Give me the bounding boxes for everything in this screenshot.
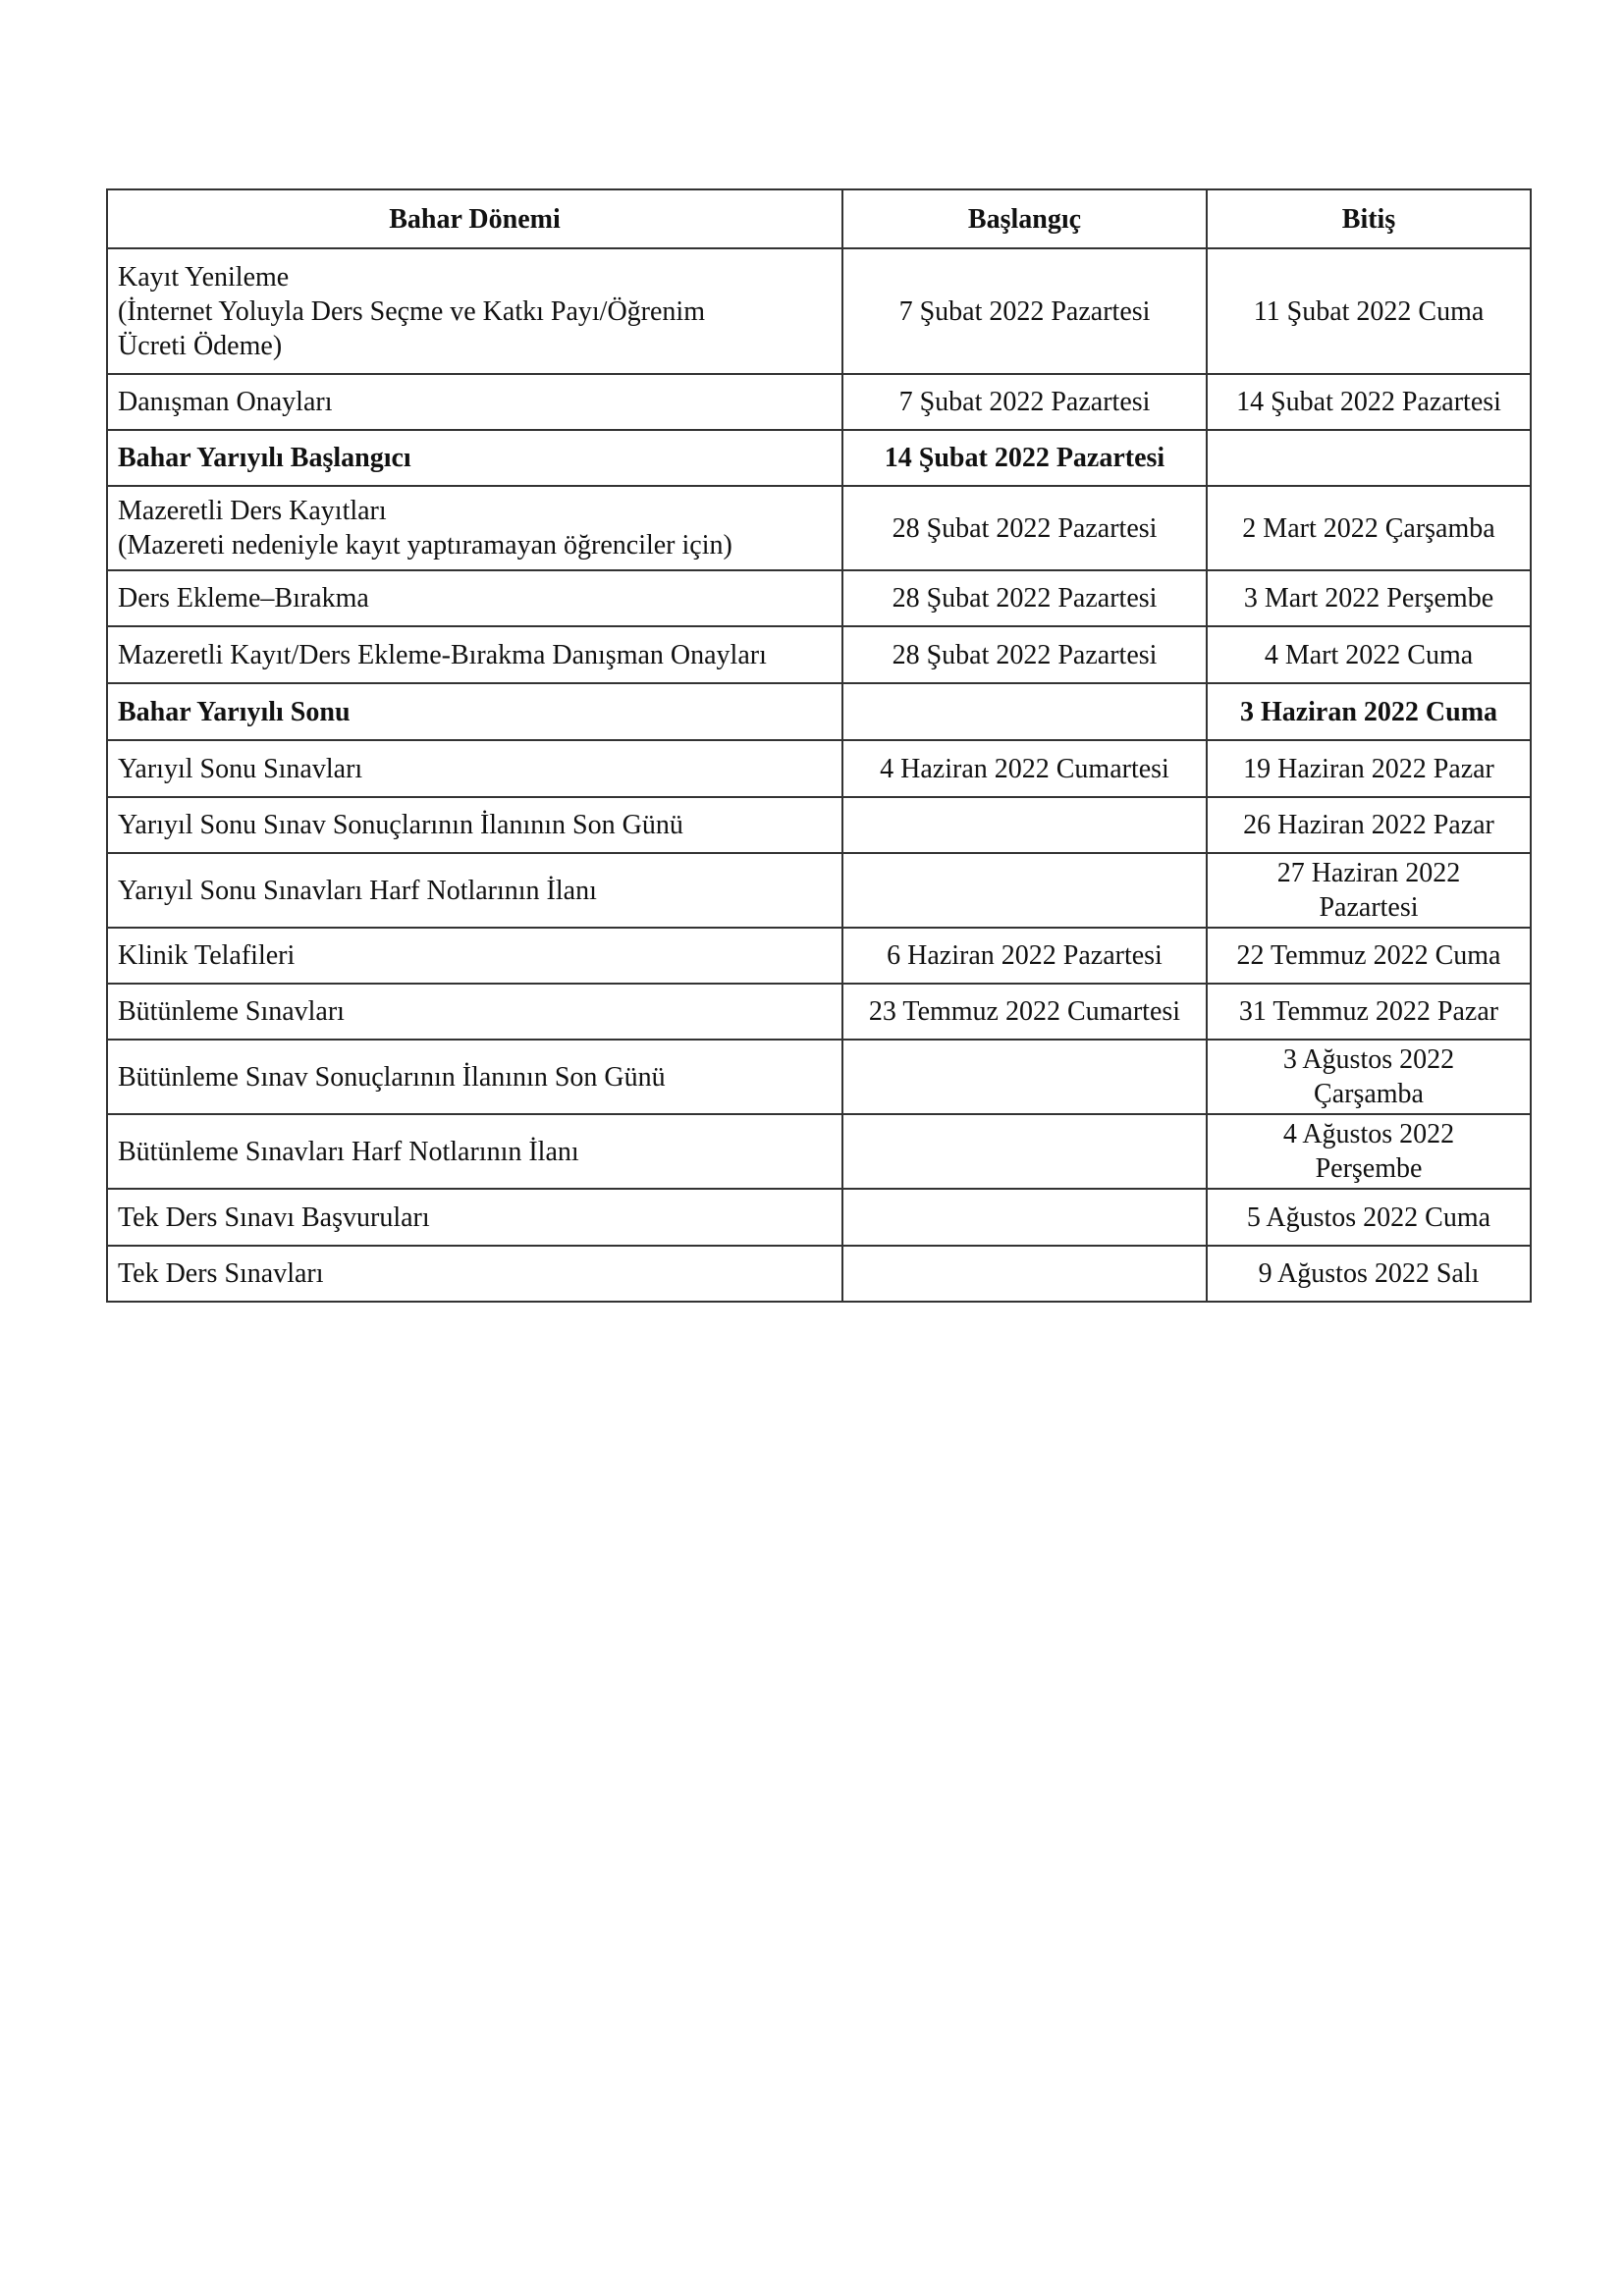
start-date-cell: 28 Şubat 2022 Pazartesi — [842, 626, 1207, 683]
event-cell — [107, 430, 842, 486]
end-date-text: Perşembe — [1315, 1153, 1423, 1184]
header-start: Başlangıç — [842, 189, 1207, 248]
event-text: Yarıyıl Sonu Sınav Sonuçlarının İlanının Son Günü — [118, 810, 683, 840]
table-row — [107, 374, 1531, 430]
header-end: Bitiş — [1207, 189, 1531, 248]
end-date-text: Pazartesi — [1319, 892, 1419, 923]
event-text: Bütünleme Sınavları — [118, 996, 345, 1027]
event-text: (İnternet Yoluyla Ders Seçme ve Katkı Payı/Öğrenim — [118, 295, 705, 327]
end-date-cell — [1207, 248, 1531, 374]
start-date-cell — [842, 853, 1207, 928]
start-date-cell: 14 Şubat 2022 Pazartesi — [842, 430, 1207, 486]
table-row — [107, 1189, 1531, 1246]
start-date-cell: 23 Temmuz 2022 Cumartesi — [842, 984, 1207, 1040]
event-cell — [107, 853, 842, 928]
table-header-row — [107, 189, 1531, 248]
end-date-cell — [1207, 570, 1531, 626]
table-row — [107, 683, 1531, 740]
start-date-cell — [842, 797, 1207, 853]
event-text: Danışman Onayları — [118, 387, 333, 417]
end-date-text: 3 Mart 2022 Perşembe — [1243, 583, 1494, 614]
event-cell — [107, 248, 842, 374]
end-date-cell — [1207, 1246, 1531, 1302]
start-date-cell — [842, 1246, 1207, 1302]
end-date-text: 4 Mart 2022 Cuma — [1264, 639, 1474, 670]
start-date-cell — [842, 1189, 1207, 1246]
end-date-cell — [1207, 853, 1531, 928]
event-text: Tek Ders Sınavları — [118, 1258, 324, 1289]
end-date-cell — [1207, 740, 1531, 797]
end-date-text: 11 Şubat 2022 Cuma — [1253, 295, 1485, 327]
event-cell — [107, 374, 842, 430]
end-date-text: 2 Mart 2022 Çarşamba — [1242, 512, 1495, 544]
table-row — [107, 486, 1531, 570]
event-text: Yarıyıl Sonu Sınavları Harf Notlarının İlanı — [118, 875, 597, 906]
event-text: Bahar Yarıyılı Başlangıcı — [118, 443, 411, 473]
event-text: Bahar Yarıyılı Sonu — [118, 696, 351, 727]
table-row — [107, 430, 1531, 486]
event-cell — [107, 984, 842, 1040]
table-row — [107, 797, 1531, 853]
event-cell — [107, 928, 842, 984]
event-cell — [107, 486, 842, 570]
table-row — [107, 853, 1531, 928]
event-cell — [107, 1246, 842, 1302]
event-cell — [107, 1189, 842, 1246]
end-date-text: 27 Haziran 2022 — [1276, 858, 1461, 888]
start-date-cell: 7 Şubat 2022 Pazartesi — [842, 248, 1207, 374]
end-date-text: 9 Ağustos 2022 Salı — [1258, 1258, 1480, 1289]
event-cell — [107, 1040, 842, 1114]
end-date-cell — [1207, 1189, 1531, 1246]
end-date-cell — [1207, 1040, 1531, 1114]
event-cell — [107, 797, 842, 853]
academic-calendar-table — [106, 188, 1532, 1303]
end-date-cell — [1207, 486, 1531, 570]
event-cell — [107, 683, 842, 740]
start-date-cell: 7 Şubat 2022 Pazartesi — [842, 374, 1207, 430]
event-text: Ders Ekleme–Bırakma — [118, 583, 369, 614]
end-date-text: 26 Haziran 2022 Pazar — [1243, 810, 1494, 840]
event-cell — [107, 570, 842, 626]
end-date-text: 31 Temmuz 2022 Pazar — [1238, 996, 1499, 1027]
end-date-cell — [1207, 797, 1531, 853]
table-row — [107, 984, 1531, 1040]
table-row — [107, 1246, 1531, 1302]
end-date-cell — [1207, 374, 1531, 430]
end-date-cell — [1207, 984, 1531, 1040]
event-text: Kayıt Yenileme — [118, 261, 290, 293]
end-date-cell — [1207, 430, 1531, 486]
table-row — [107, 740, 1531, 797]
end-date-text: Çarşamba — [1314, 1079, 1424, 1109]
table-row — [107, 1040, 1531, 1114]
table-body — [107, 248, 1531, 1302]
end-date-cell — [1207, 626, 1531, 683]
start-date-cell: 28 Şubat 2022 Pazartesi — [842, 570, 1207, 626]
event-text: Bütünleme Sınav Sonuçlarının İlanının Son Günü — [118, 1061, 666, 1093]
end-date-text: 22 Temmuz 2022 Cuma — [1236, 940, 1501, 971]
table-row — [107, 570, 1531, 626]
start-date-cell: 28 Şubat 2022 Pazartesi — [842, 486, 1207, 570]
event-text: Ücreti Ödeme) — [118, 330, 283, 361]
table-row — [107, 626, 1531, 683]
end-date-text: 5 Ağustos 2022 Cuma — [1246, 1201, 1491, 1233]
table-row — [107, 928, 1531, 984]
start-date-cell — [842, 1114, 1207, 1189]
table-row — [107, 1114, 1531, 1189]
end-date-text: 3 Ağustos 2022 — [1282, 1044, 1455, 1075]
header-period: Bahar Dönemi — [107, 189, 842, 248]
event-text: Tek Ders Sınavı Başvuruları — [118, 1201, 430, 1233]
start-date-cell — [842, 683, 1207, 740]
end-date-cell — [1207, 928, 1531, 984]
event-cell — [107, 626, 842, 683]
end-date-cell — [1207, 683, 1531, 740]
end-date-text: 14 Şubat 2022 Pazartesi — [1236, 387, 1501, 417]
end-date-text: 4 Ağustos 2022 — [1282, 1119, 1455, 1149]
event-text: Bütünleme Sınavları Harf Notlarının İlanı — [118, 1136, 579, 1167]
start-date-cell — [842, 1040, 1207, 1114]
end-date-cell — [1207, 1114, 1531, 1189]
start-date-cell: 4 Haziran 2022 Cumartesi — [842, 740, 1207, 797]
event-cell — [107, 740, 842, 797]
table-row — [107, 248, 1531, 374]
start-date-cell: 6 Haziran 2022 Pazartesi — [842, 928, 1207, 984]
event-text: Yarıyıl Sonu Sınavları — [118, 753, 363, 784]
event-cell — [107, 1114, 842, 1189]
event-text: Mazeretli Kayıt/Ders Ekleme-Bırakma Danışman Onayları — [118, 639, 767, 670]
end-date-text: 19 Haziran 2022 Pazar — [1243, 753, 1494, 784]
event-text: (Mazereti nedeniyle kayıt yaptıramayan öğrenciler için) — [118, 530, 732, 561]
event-text: Klinik Telafileri — [118, 940, 296, 971]
event-text: Mazeretli Ders Kayıtları — [118, 496, 387, 526]
end-date-text: 3 Haziran 2022 Cuma — [1239, 696, 1498, 727]
